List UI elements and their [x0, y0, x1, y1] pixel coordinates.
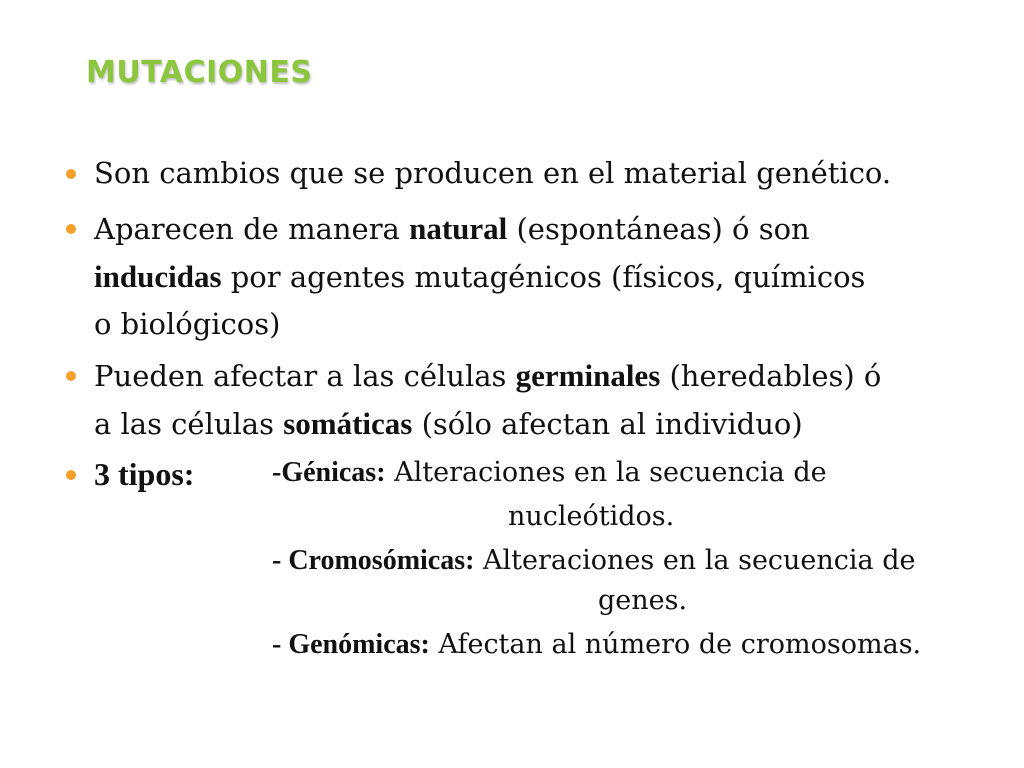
- type-desc-cromosomicas: Alteraciones en la secuencia de: [474, 545, 916, 576]
- bullet-text: a las células: [94, 407, 284, 441]
- bullet-text: Pueden afectar a las células: [94, 359, 516, 393]
- bullet-text: o biológicos): [94, 307, 281, 341]
- type-genicas-cont: [508, 496, 674, 538]
- type-name-genomicas: - Genómicas:: [272, 629, 430, 660]
- bullet-text: por agentes mutagénicos (físicos, químicos: [221, 260, 866, 294]
- bullet-dot-icon: [66, 470, 76, 480]
- bullet-item: [60, 352, 1000, 448]
- type-name-genicas: -Génicas:: [272, 457, 386, 488]
- slide-title: MUTACIONES: [86, 55, 313, 90]
- bullet-text: (sólo afectan al individuo): [412, 407, 803, 441]
- bullet-item: [60, 205, 1000, 348]
- bullet-item-types: [60, 452, 1000, 662]
- type-genomicas: [272, 624, 921, 666]
- type-desc-genicas: Alteraciones en la secuencia de: [385, 457, 827, 488]
- bullet-text: Son cambios que se producen en el material genético.: [94, 156, 892, 190]
- type-name-cromosomicas: - Cromosómicas:: [272, 545, 475, 576]
- bullet-list: [60, 150, 1000, 662]
- types-label: 3 tipos:: [94, 456, 195, 492]
- type-desc-genicas-cont: nucleótidos.: [508, 501, 675, 532]
- type-desc-genomicas: Afectan al número de cromosomas.: [429, 629, 922, 660]
- type-genicas: [272, 452, 827, 494]
- bullet-text: (espontáneas) ó son: [507, 212, 810, 246]
- keyword-germinales: germinales: [515, 358, 661, 393]
- bullet-item: [60, 150, 1000, 197]
- bullet-dot-icon: [66, 169, 76, 179]
- type-desc-cromosomicas-cont: genes.: [598, 585, 688, 616]
- bullet-text: (heredables) ó: [660, 359, 882, 393]
- keyword-somaticas: somáticas: [283, 406, 413, 441]
- type-cromosomicas-cont: [598, 580, 687, 622]
- bullet-dot-icon: [66, 371, 76, 381]
- bullet-dot-icon: [66, 224, 76, 234]
- bullet-text: Aparecen de manera: [94, 212, 410, 246]
- keyword-inducidas: inducidas: [94, 259, 222, 294]
- keyword-natural: natural: [409, 211, 508, 246]
- type-cromosomicas: [272, 540, 916, 582]
